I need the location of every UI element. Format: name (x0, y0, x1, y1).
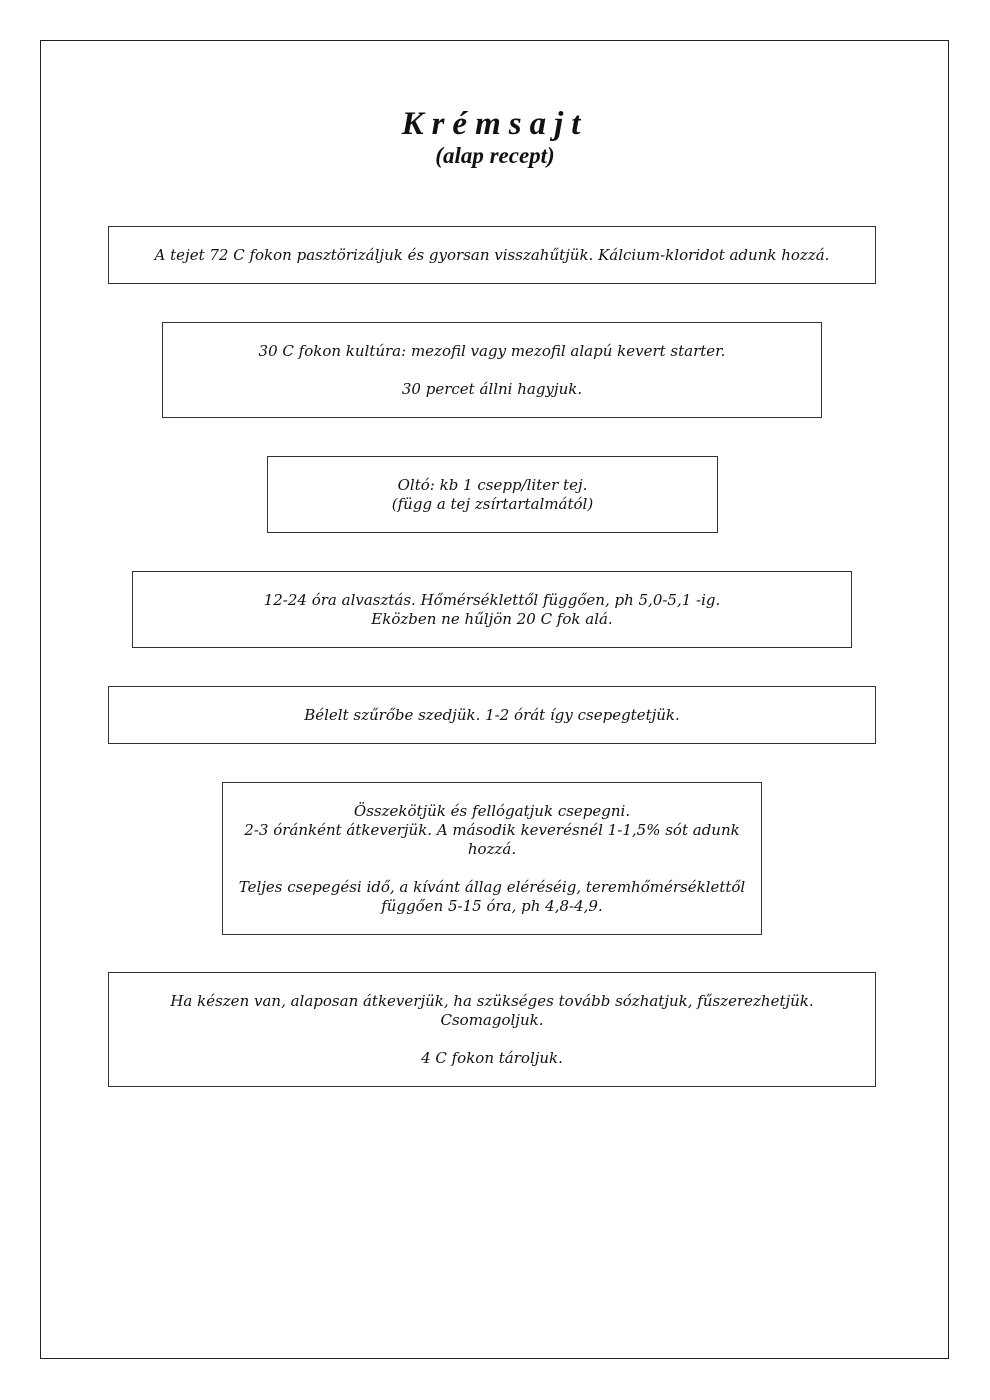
step-3-text: Oltó: kb 1 csepp/liter tej. (397, 475, 588, 494)
step-1-text: A tejet 72 C fokon pasztörizáljuk és gyorsan visszahűtjük. Kálcium-kloridot adunk hozzá. (154, 245, 830, 264)
step-7-text: Ha készen van, alaposan átkeverjük, ha szükséges tovább sózhatjuk, fűszerezhetjük. (170, 991, 814, 1010)
step-3-note: (függ a tej zsírtartalmától) (391, 494, 594, 513)
step-4-note: Eközben ne hűljön 20 C fok alá. (371, 609, 613, 628)
step-4-box (132, 571, 852, 648)
step-1-box (108, 226, 876, 284)
step-7-packaging: Csomagoljuk. (440, 1010, 544, 1029)
page-subtitle: (alap recept) (435, 143, 555, 168)
page-title: Krémsajt (401, 106, 589, 142)
step-2-box (162, 322, 822, 418)
step-2-note: 30 percet állni hagyjuk. (401, 379, 583, 398)
step-6-instruction: 2-3 óránként átkeverjük. A második keverésnél 1-1,5% sót adunk hozzá. (244, 820, 740, 858)
step-7-box (108, 972, 876, 1087)
step-5-text: Bélelt szűrőbe szedjük. 1-2 órát így csepegtetjük. (304, 705, 680, 724)
step-3-box (267, 456, 718, 533)
step-6-box (222, 782, 762, 935)
step-4-text: 12-24 óra alvasztás. Hőmérséklettől függően, ph 5,0-5,1 -ig. (263, 590, 721, 609)
step-2-text: 30 C fokon kultúra: mezofil vagy mezofil alapú kevert starter. (258, 341, 726, 360)
step-5-box (108, 686, 876, 744)
step-7-note: 4 C fokon tároljuk. (421, 1048, 563, 1067)
step-6-text: Összekötjük és fellógatjuk csepegni. (353, 801, 631, 820)
step-6-note: Teljes csepegési idő, a kívánt állag eléréséig, teremhőmérséklettől függően 5-15 óra, ph 4,8-4,9. (238, 877, 746, 915)
